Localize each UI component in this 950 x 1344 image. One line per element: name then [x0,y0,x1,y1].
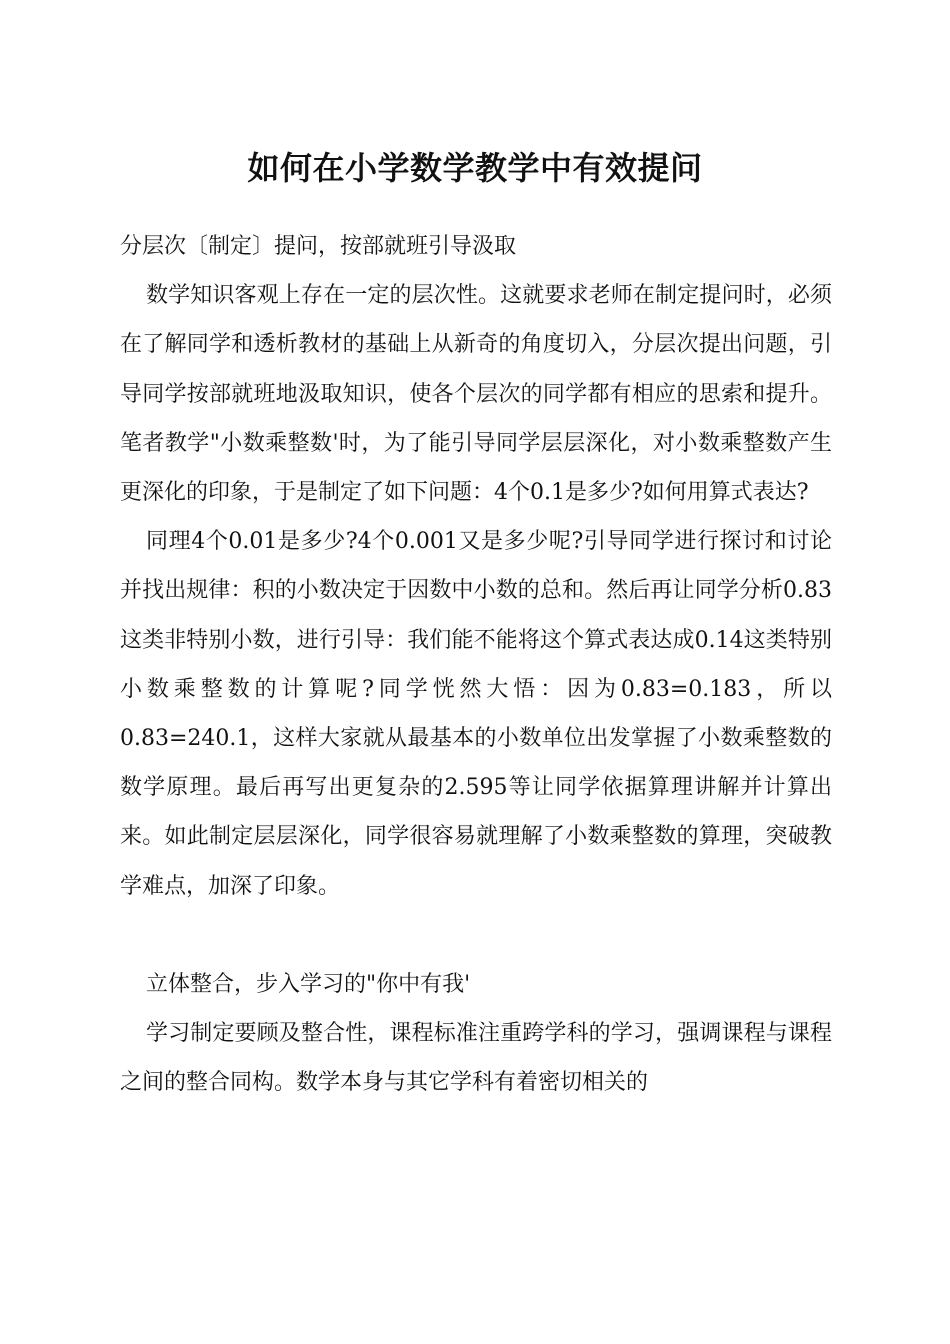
paragraph-layered-explanation: 数学知识客观上存在一定的层次性。这就要求老师在制定提问时，必须在了解同学和透析教材的基础上从新奇的角度切入，分层次提出问题，引导同学按部就班地汲取知识，使各个层次的同学都有相应的思索和提升。笔者教学"小数乘整数'时，为了能引导同学层层深化，对小数乘整数产生更深化的印象，于是制定了如下问题：4个0.1是多少?如何用算式表达? [120,283,832,506]
section-heading-integration: 立体整合，步入学习的"你中有我' [146,971,471,997]
paragraph-decimal-example: 同理4个0.01是多少?4个0.001又是多少呢?引导同学进行探讨和讨论并找出规律：积的小数决定于因数中小数的总和。然后再让同学分析0.83这类非特别小数，进行引导：我们能不能将这个算式表达成0.14这类特别小数乘整数的计算呢?同学恍然大悟：因为0.83=0.183，所以0.83=240.1，这样大家就从最基本的小数单位出发掌握了小数乘整数的数学原理。最后再写出更复杂的2.595等让同学依据算理讲解并计算出来。如此制定层层深化，同学很容易就理解了小数乘整数的算理，突破教学难点，加深了印象。 [120,529,832,899]
document-title: 如何在小学数学教学中有效提问 [247,149,703,187]
section-spacer [120,911,832,960]
document-body [120,222,832,1107]
paragraph-integration: 学习制定要顾及整合性，课程标准注重跨学科的学习，强调课程与课程之间的整合同构。数学本身与其它学科有着密切相关的 [120,1021,832,1096]
section-heading-layered-questions: 分层次〔制定〕提问，按部就班引导汲取 [120,234,517,259]
